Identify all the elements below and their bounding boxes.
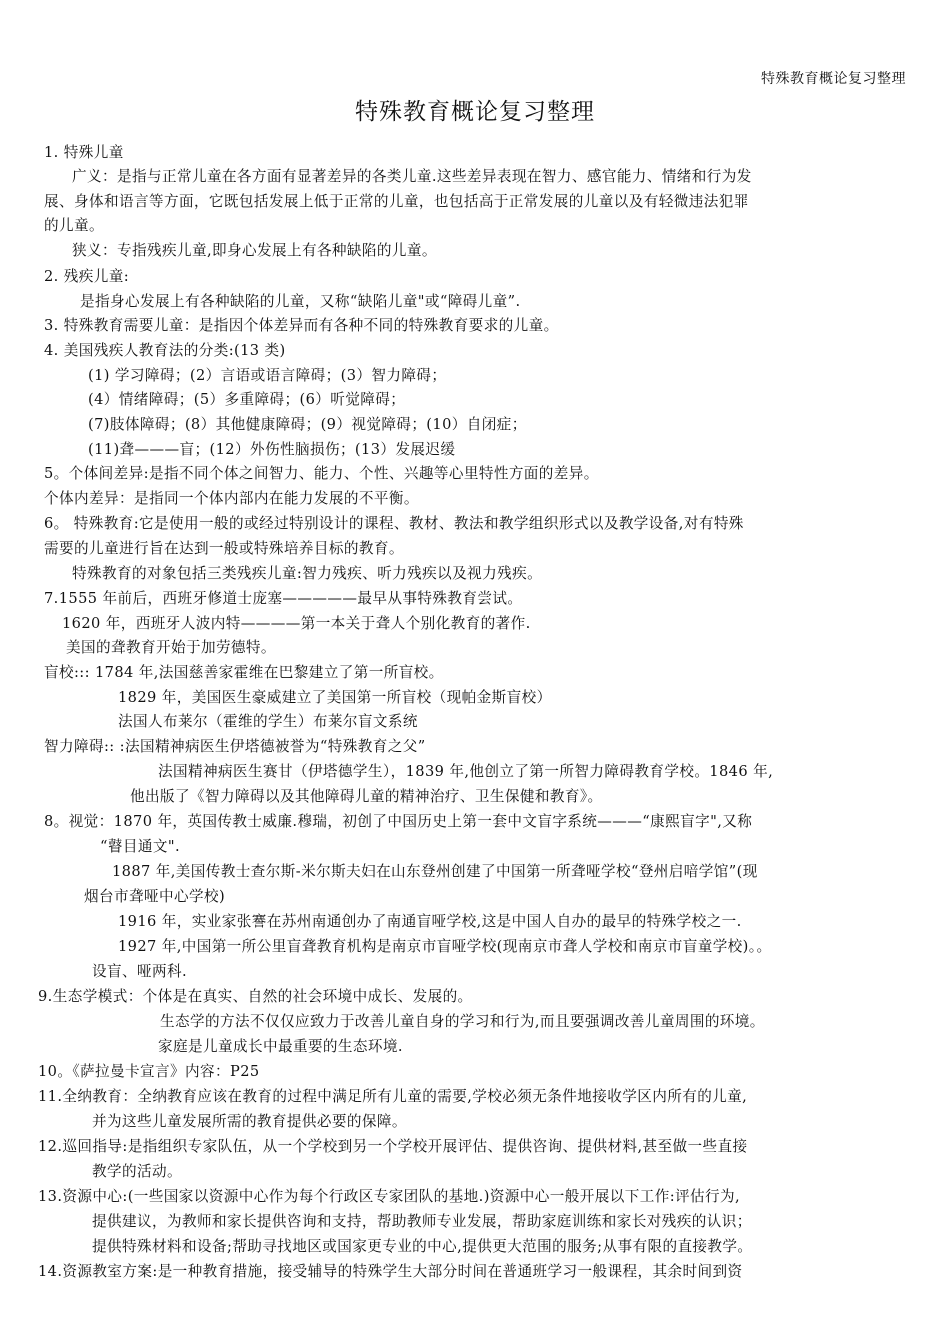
heading-9: 9.生态学模式：个体是在真实、自然的社会环境中成长、发展的。	[38, 988, 473, 1005]
text-line: 家庭是儿童成长中最重要的生态环境.	[158, 1038, 403, 1055]
heading-8: 8。视觉：1870 年，英国传教士威廉.穆瑞，初创了中国历史上第一套中文盲字系统———“康熙盲字",又称	[44, 813, 753, 830]
text-line: 特殊教育的对象包括三类残疾儿童:智力残疾、听力残疾以及视力残疾。	[72, 565, 543, 582]
text-line: 的儿童。	[44, 217, 104, 234]
text-line: 展、身体和语言等方面，它既包括发展上低于正常的儿童，也包括高于正常发展的儿童以及有轻微违法犯罪	[44, 193, 749, 210]
text-line: 法国精神病医生赛甘（伊塔德学生），1839 年,他创立了第一所智力障碍教育学校。1846 年,	[158, 763, 774, 780]
heading-5: 5。个体间差异:是指不同个体之间智力、能力、个性、兴趣等心里特性方面的差异。	[44, 465, 599, 482]
heading-11: 11.全纳教育：全纳教育应该在教育的过程中满足所有儿童的需要,学校必须无条件地接收学区内所有的儿童,	[38, 1088, 748, 1105]
heading-13: 13.资源中心:(一些国家以资源中心作为每个行政区专家团队的基地.)资源中心一般开展以下工作:评估行为,	[38, 1188, 741, 1205]
text-line: 设盲、哑两科.	[92, 963, 188, 980]
heading-4: 4. 美国残疾人教育法的分类:(13 类)	[44, 342, 286, 359]
text-line: 烟台市聋哑中心学校)	[84, 888, 226, 905]
heading-6: 6。 特殊教育:它是使用一般的或经过特别设计的课程、教材、教法和教学组织形式以及教学设备,对有特殊	[44, 515, 744, 532]
text-line: 提供特殊材料和设备;帮助寻找地区或国家更专业的中心,提供更大范围的服务;从事有限的直接教学。	[92, 1238, 753, 1255]
text-line: 1620 年，西班牙人波内特————第一本关于聋人个别化教育的著作.	[62, 615, 531, 632]
text-line: 提供建议，为教师和家长提供咨询和支持，帮助教师专业发展，帮助家庭训练和家长对残疾的认识；	[92, 1213, 752, 1230]
heading-7: 7.1555 年前后，西班牙修道士庞塞—————最早从事特殊教育尝试。	[44, 590, 523, 607]
text-line: 法国人布莱尔（霍维的学生）布莱尔盲文系统	[118, 713, 418, 730]
text-line: 狭义：专指残疾儿童,即身心发展上有各种缺陷的儿童。	[72, 242, 437, 259]
heading-14: 14.资源教室方案:是一种教育措施，接受辅导的特殊学生大部分时间在普通班学习一般课程，其余时间到资	[38, 1263, 743, 1280]
text-line: 广义：是指与正常儿童在各方面有显著差异的各类儿童.这些差异表现在智力、感官能力、情绪和行为发	[72, 168, 752, 185]
text-line: 教学的活动。	[92, 1163, 182, 1180]
heading-1: 1. 特殊儿童	[44, 144, 124, 161]
heading-2: 2. 残疾儿童:	[44, 268, 130, 285]
document-title: 特殊教育概论复习整理	[355, 99, 595, 125]
text-line: (7)肢体障碍；(8）其他健康障碍；(9）视觉障碍；(10）自闭症；	[88, 416, 527, 433]
running-header: 特殊教育概论复习整理	[761, 71, 906, 87]
text-line: (1) 学习障碍；(2）言语或语言障碍；(3）智力障碍；	[88, 367, 447, 384]
heading-10: 10。《萨拉曼卡宣言》内容：P25	[38, 1063, 260, 1080]
text-line: 1927 年,中国第一所公里盲聋教育机构是南京市盲哑学校(现南京市聋人学校和南京市盲童学校)。。	[118, 938, 772, 955]
text-line: 智力障碍:: :法国精神病医生伊塔德被誉为“特殊教育之父”	[44, 738, 426, 755]
text-line: 1887 年,美国传教士查尔斯-米尔斯夫妇在山东登州创建了中国第一所聋哑学校“登州启喑学馆”(现	[112, 863, 758, 880]
text-line: 盲校::: 1784 年,法国慈善家霍维在巴黎建立了第一所盲校。	[44, 664, 444, 681]
heading-12: 12.巡回指导:是指组织专家队伍，从一个学校到另一个学校开展评估、提供咨询、提供材料,甚至做一些直接	[38, 1138, 748, 1155]
text-line: “瞽目通文".	[100, 838, 180, 855]
text-line: 需要的儿童进行旨在达到一般或特殊培养目标的教育。	[44, 540, 404, 557]
text-line: (11)聋———盲；(12）外伤性脑损伤；(13）发展迟缓	[88, 441, 456, 458]
text-line: 1829 年，美国医生豪威建立了美国第一所盲校（现帕金斯盲校）	[118, 689, 552, 706]
text-line: 他出版了《智力障碍以及其他障碍儿童的精神治疗、卫生保健和教育》。	[130, 788, 603, 805]
text-line: 美国的聋教育开始于加劳德特。	[66, 639, 276, 656]
text-line: 个体内差异：是指同一个体内部内在能力发展的不平衡。	[44, 490, 419, 507]
text-line: (4）情绪障碍；(5）多重障碍；(6）听觉障碍；	[88, 391, 406, 408]
text-line: 并为这些儿童发展所需的教育提供必要的保障。	[92, 1113, 407, 1130]
text-line: 是指身心发展上有各种缺陷的儿童，又称“缺陷儿童"或“障碍儿童”.	[80, 293, 521, 310]
text-line: 生态学的方法不仅仅应致力于改善儿童自身的学习和行为,而且要强调改善儿童周围的环境。	[160, 1013, 765, 1030]
text-line: 1916 年，实业家张謇在苏州南通创办了南通盲哑学校,这是中国人自办的最早的特殊学校之一.	[118, 913, 742, 930]
heading-3: 3. 特殊教育需要儿童：是指因个体差异而有各种不同的特殊教育要求的儿童。	[44, 317, 559, 334]
